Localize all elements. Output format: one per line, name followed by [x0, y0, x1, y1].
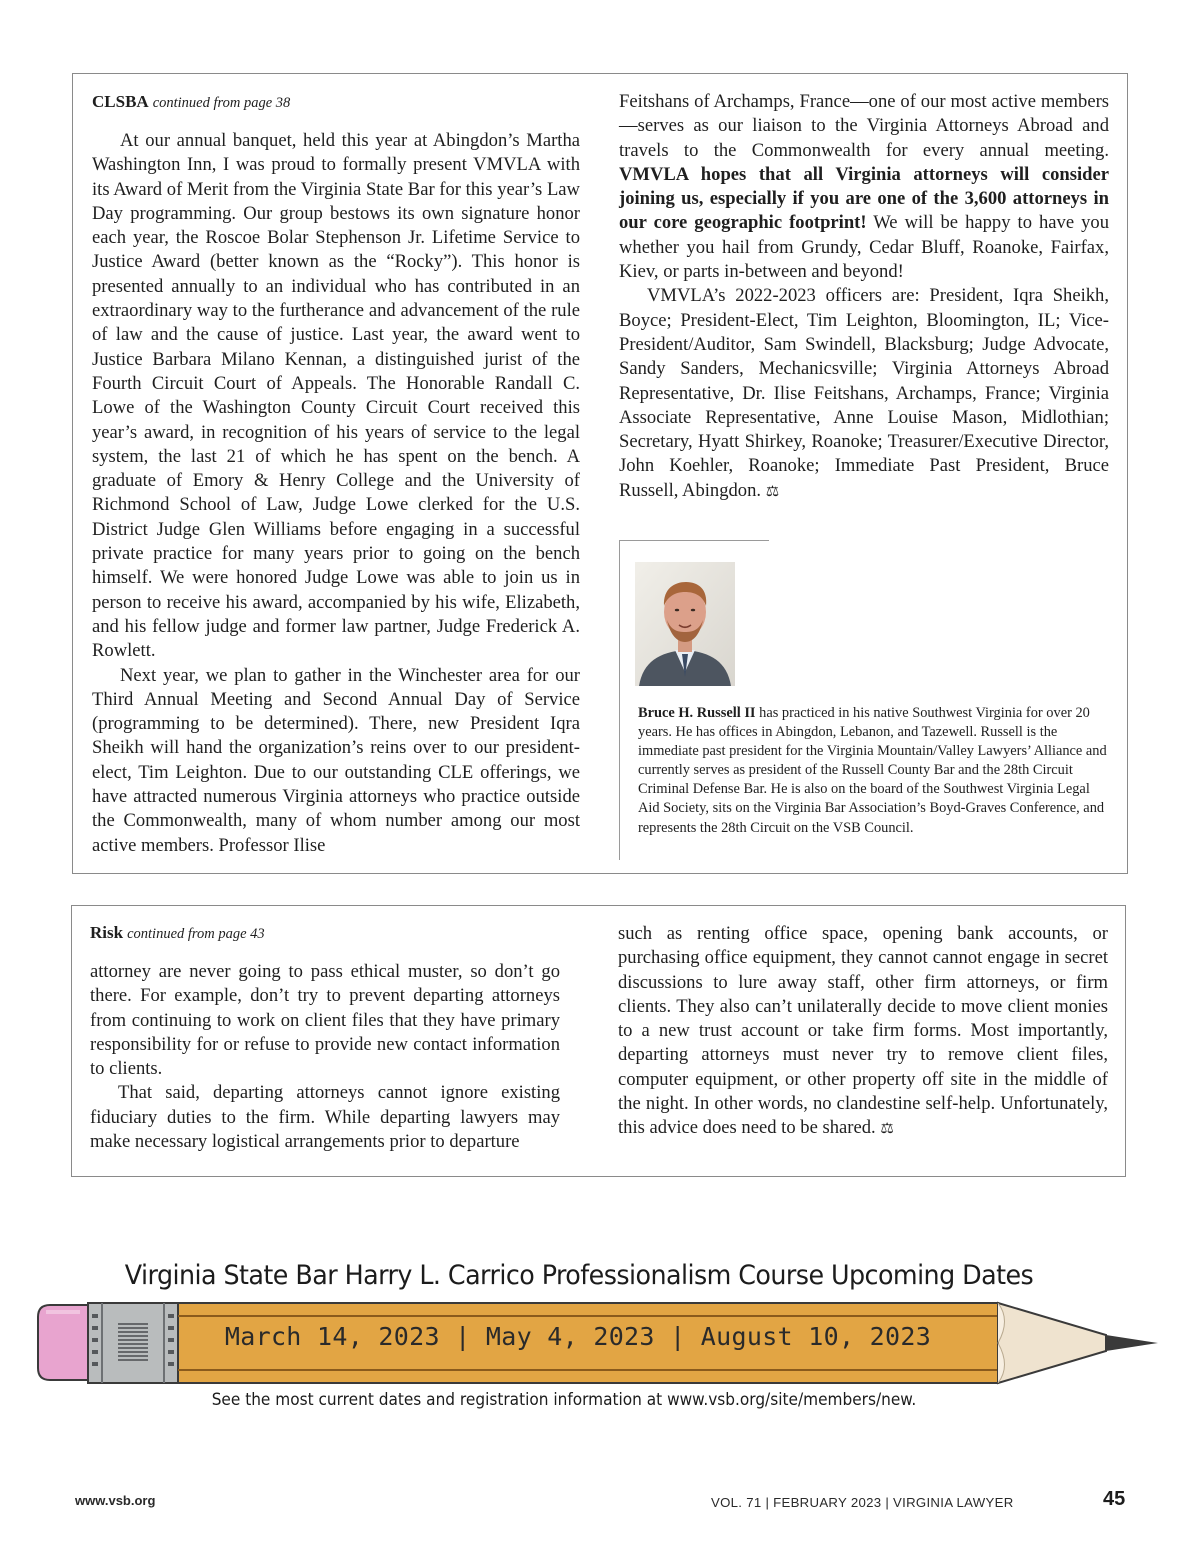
- risk-paragraph-2: That said, departing attorneys cannot ignore existing fiduciary duties to the firm. While departing lawyers may make necessary logistical arrangements prior to departure: [90, 1082, 560, 1153]
- clsba-continued-note: continued from page 38: [152, 95, 291, 111]
- clsba-kicker: [92, 92, 580, 113]
- risk-paragraph-1: attorney are never going to pass ethical muster, so don’t go there. For example, don’t try to prevent departing attorneys from continuing to work on client files that they have primary responsibility for or refuse to provide new contact information to clients.: [90, 961, 560, 1080]
- footer-issue-line: VOL. 71 | FEBRUARY 2023 | VIRGINIA LAWYER: [711, 1495, 1014, 1510]
- clsba-article-box: [72, 73, 1128, 874]
- risk-right-text: such as renting office space, opening bank accounts, or purchasing office equipment, they cannot cannot engage in secret discussions to lure away staff, other firm attorneys, or firm clients. They also can’t unilaterally decide to move client monies to a new trust account or take firm forms. Most importantly, departing attorneys must never try to remove client files, computer equipment, or other property off site in the middle of the night. In other words, no clandestine self-help. Unfortunately, this advice does need to be shared.: [618, 923, 1108, 1139]
- risk-left-column: [90, 923, 560, 1154]
- scales-of-justice-icon: ⚖: [765, 483, 780, 500]
- clsba-left-column: [92, 92, 580, 858]
- risk-article-box: [71, 905, 1126, 1177]
- author-name: Bruce H. Russell II: [638, 705, 756, 721]
- course-registration-note: See the most current dates and registration information at www.vsb.org/site/members/new.: [211, 1390, 917, 1409]
- author-bio-body: has practiced in his native Southwest Virginia for over 20 years. He has offices in Abingdon, Lebanon, and Tazewell. Russell is the immediate past president for the Virginia Mountain/Valley Lawyers’ Alliance and currently serves as president of the Russell County Bar and the 28th Circuit Criminal Defense Bar. He is also on the board of the Southwest Virginia Legal Aid Society, sits on the Virginia Bar Association’s Boyd-Graves Conference, and represents the 28th Circuit on the VSB Council.: [638, 705, 1107, 836]
- clsba-paragraph-1: At our annual banquet, held this year at Abingdon’s Martha Washington Inn, I was proud to formally present VMVLA with its Award of Merit from the Virginia State Bar for this year’s Law Day programming. Our group bestows its own signature honor each year, the Roscoe Bolar Stephenson Jr. Lifetime Service to Justice Award (better known as the “Rocky”). This honor is presented annually to an individual who has contributed in an extraordinary way to the furtherance and advancement of the rule of law and the cause of justice. Last year, the award went to Justice Barbara Milano Kennan, a distinguished jurist of the Fourth Circuit Court of Appeals. The Honorable Randall C. Lowe of the Washington County Circuit Court received this year’s award, in recognition of his years of service to the legal system, the last 21 of which he has spent on the bench. A graduate of Emory & Henry College and the University of Richmond School of Law, Judge Lowe clerked for the U.S. District Judge Glen Williams before engaging in a successful private practice for many years prior to going on the bench himself. We were honored Judge Lowe was able to join us in person to receive his award, accompanied by his wife, Elizabeth, and his fellow judge and former law partner, Judge Frederick A. Rowlett.: [92, 130, 580, 662]
- clsba-p3-bold: VMVLA hopes that all Virginia attorneys will consider joining us, especially if you are one of the 3,600 attorneys in our core geographic footprint!: [619, 163, 1109, 234]
- clsba-p3-start: Feitshans of Archamps, France—one of our most active members—serves as our liaison to the Virginia Attorneys Abroad and travels to the Commonwealth for every annual meeting.: [619, 91, 1109, 161]
- scales-of-justice-icon: ⚖: [880, 1121, 894, 1138]
- clsba-heading: CLSBA: [92, 92, 149, 111]
- clsba-right-column: [619, 90, 1109, 504]
- course-title: Virginia State Bar Harry L. Carrico Professionalism Course Upcoming Dates: [124, 1260, 1034, 1291]
- footer-website[interactable]: www.vsb.org: [75, 1493, 156, 1508]
- author-bio-text: [638, 704, 1108, 838]
- clsba-paragraph-2: Next year, we plan to gather in the Winchester area for our Third Annual Meeting and Second Annual Day of Service (programming to be determined). There, new President Iqra Sheikh will hand the organization’s reins over to our president-elect, Tim Leighton. Due to our outstanding CLE offerings, we have attracted numerous Virginia attorneys who practice outside the Commonwealth, many of whom number among our most active members. Professor Ilise: [92, 664, 580, 856]
- bio-top-rule: [619, 540, 769, 541]
- author-bio-card: [619, 540, 1117, 860]
- risk-continued-note: continued from page 43: [127, 926, 265, 942]
- author-portrait-photo: [635, 562, 735, 686]
- page-number: 45: [1103, 1488, 1126, 1510]
- bio-left-rule: [619, 540, 620, 860]
- risk-right-column: [618, 922, 1108, 1142]
- clsba-officers-text: VMVLA’s 2022-2023 officers are: President, Iqra Sheikh, Boyce; President-Elect, Tim Leighton, Bloomington, IL; Vice-President/Auditor, Sam Swindell, Blacksburg; Judge Advocate, Sandy Sanders, Mechanicsville; Virginia Attorneys Abroad Representative, Dr. Ilise Feitshans, Archamps, France; Virginia Associate Representative, Anne Louise Mason, Midlothian; Secretary, Hyatt Shirkey, Roanoke; Treasurer/Executive Director, John Koehler, Roanoke; Immediate Past President, Bruce Russell, Abingdon.: [619, 285, 1109, 501]
- clsba-p3-end: We will be happy to have you whether you hail from Grundy, Cedar Bluff, Roanoke, Fairfax, Kiev, or parts in-between and beyond!: [619, 212, 1109, 283]
- risk-kicker: [90, 923, 560, 944]
- risk-paragraph-3: [618, 922, 1108, 1142]
- risk-heading: Risk: [90, 923, 124, 942]
- clsba-paragraph-4: [619, 284, 1109, 504]
- course-dates: March 14, 2023 | May 4, 2023 | August 10, 2023: [224, 1322, 932, 1351]
- clsba-paragraph-3: [619, 90, 1109, 284]
